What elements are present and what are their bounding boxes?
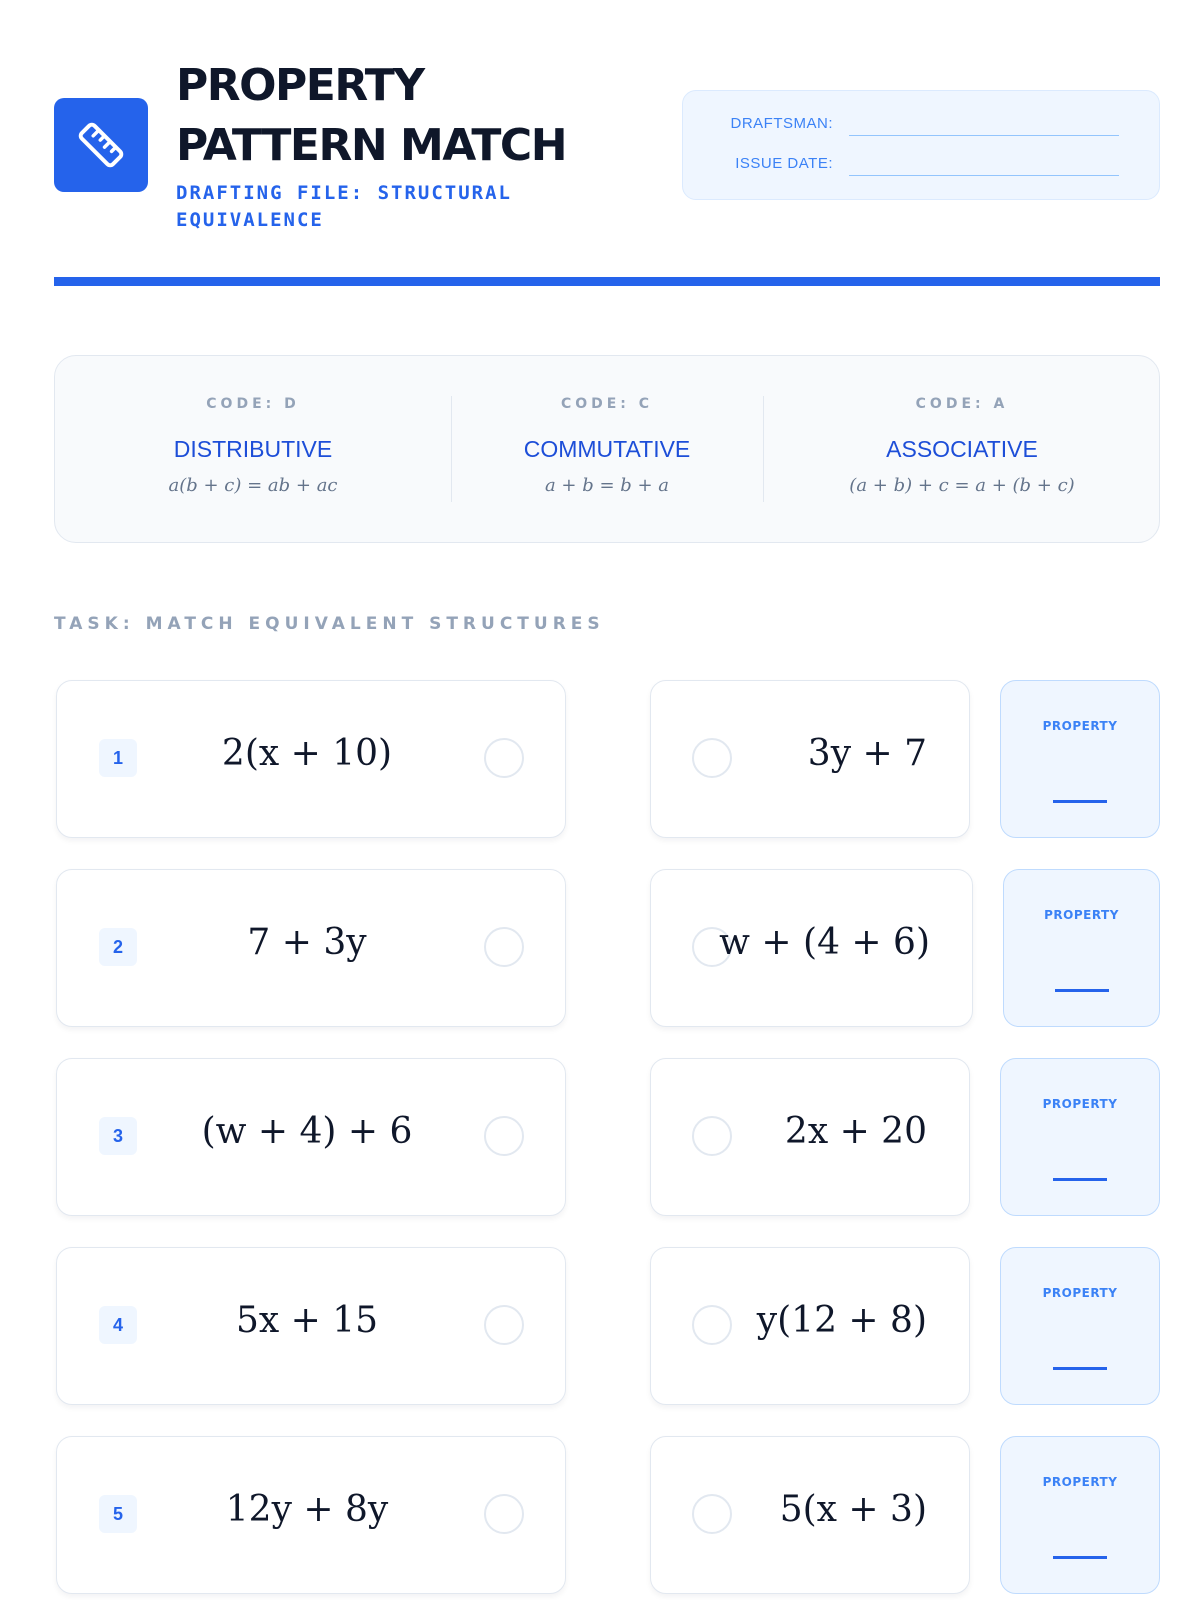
meta-box: [682, 90, 1160, 200]
property-slot-4[interactable]: [1000, 1247, 1160, 1405]
right-radio[interactable]: [692, 738, 732, 778]
property-slot-2[interactable]: [1003, 869, 1160, 1027]
draftsman-row: [683, 109, 1159, 139]
left-expression: (w + 4) + 6: [201, 1111, 413, 1152]
property-slot-1[interactable]: [1000, 680, 1160, 838]
right-expression: 5(x + 3): [779, 1489, 927, 1530]
legend-formula: a + b = b + a: [544, 475, 670, 496]
legend-formula: a(b + c) = ab + ac: [168, 475, 338, 496]
left-radio[interactable]: [484, 1305, 524, 1345]
left-radio[interactable]: [484, 1116, 524, 1156]
legend-code: CODE: D: [206, 396, 300, 412]
right-card-1[interactable]: [650, 680, 970, 838]
legend-name: ASSOCIATIVE: [886, 436, 1038, 462]
property-answer-line: [1053, 1367, 1107, 1370]
property-answer-line: [1053, 1556, 1107, 1559]
right-expression: 2x + 20: [784, 1111, 927, 1152]
row-number-badge: 5: [99, 1495, 137, 1533]
issue-date-row: [683, 149, 1159, 179]
draftsman-field[interactable]: [849, 135, 1119, 136]
property-label: PROPERTY: [1042, 1097, 1118, 1111]
legend-code: CODE: A: [915, 396, 1009, 412]
row-number-badge: 3: [99, 1117, 137, 1155]
left-expression: 5x + 15: [235, 1300, 379, 1341]
task-label: TASK: MATCH EQUIVALENT STRUCTURES: [54, 614, 605, 634]
left-expression: 12y + 8y: [225, 1489, 389, 1530]
logo: [54, 98, 148, 192]
left-expression: 7 + 3y: [247, 922, 367, 963]
property-legend: [54, 355, 1160, 543]
left-radio[interactable]: [484, 1494, 524, 1534]
left-card-4[interactable]: [56, 1247, 566, 1405]
left-card-3[interactable]: [56, 1058, 566, 1216]
ruler-icon: [73, 117, 129, 173]
row-number-badge: 4: [99, 1306, 137, 1344]
property-label: PROPERTY: [1042, 719, 1118, 733]
right-expression: w + (4 + 6): [719, 922, 930, 963]
right-card-2[interactable]: [650, 869, 973, 1027]
right-card-3[interactable]: [650, 1058, 970, 1216]
property-slot-3[interactable]: [1000, 1058, 1160, 1216]
property-label: PROPERTY: [1042, 1475, 1118, 1489]
title-line-1: PROPERTY: [176, 60, 424, 111]
draftsman-label: DRAFTSMAN:: [730, 115, 833, 132]
property-slot-5[interactable]: [1000, 1436, 1160, 1594]
legend-associative: [763, 356, 1161, 542]
left-card-5[interactable]: [56, 1436, 566, 1594]
property-answer-line: [1055, 989, 1109, 992]
right-expression: y(12 + 8): [756, 1300, 927, 1341]
left-radio[interactable]: [484, 738, 524, 778]
left-expression: 2(x + 10): [221, 733, 393, 774]
property-label: PROPERTY: [1044, 908, 1119, 922]
property-answer-line: [1053, 800, 1107, 803]
left-card-2[interactable]: [56, 869, 566, 1027]
left-radio[interactable]: [484, 927, 524, 967]
legend-commutative: [451, 356, 763, 542]
issue-date-label: ISSUE DATE:: [735, 155, 833, 172]
right-expression: 3y + 7: [807, 733, 927, 774]
legend-name: DISTRIBUTIVE: [173, 436, 333, 462]
property-answer-line: [1053, 1178, 1107, 1181]
right-radio[interactable]: [692, 1116, 732, 1156]
header-rule: [54, 277, 1160, 286]
property-label: PROPERTY: [1042, 1286, 1118, 1300]
right-radio[interactable]: [692, 1305, 732, 1345]
page-title: [176, 56, 566, 176]
legend-formula: (a + b) + c = a + (b + c): [849, 475, 1075, 496]
issue-date-field[interactable]: [849, 175, 1119, 176]
row-number-badge: 1: [99, 739, 137, 777]
title-line-2: PATTERN MATCH: [176, 120, 567, 171]
legend-name: COMMUTATIVE: [523, 436, 691, 462]
right-radio[interactable]: [692, 1494, 732, 1534]
legend-distributive: [55, 356, 451, 542]
row-number-badge: 2: [99, 928, 137, 966]
page-subtitle: DRAFTING FILE: STRUCTURAL EQUIVALENCE: [176, 182, 512, 231]
right-card-4[interactable]: [650, 1247, 970, 1405]
legend-code: CODE: C: [560, 396, 654, 412]
left-card-1[interactable]: [56, 680, 566, 838]
right-card-5[interactable]: [650, 1436, 970, 1594]
